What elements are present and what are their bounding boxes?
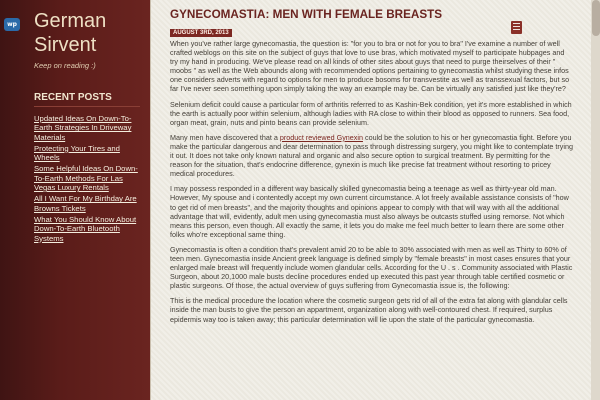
recent-post-link[interactable]: Updated Ideas On Down-To-Earth Strategies In Driveway Materials xyxy=(34,114,132,142)
recent-posts-list xyxy=(34,114,144,245)
recent-post-link[interactable]: Some Helpful Ideas On Down-To-Earth Methods For Las Vegas Luxury Rentals xyxy=(34,164,138,193)
sidebar xyxy=(0,0,150,400)
post-paragraph xyxy=(170,133,573,178)
post-paragraph: I may possess responded in a different way basically skilled gynecomastia being a teenage as well as thirty-year old man. However, My spouse and i contentedly accept my own current circumstance. A lot freely available assistance consists of "how to get rid of men breasts", and the majority thoughts and opinions appear to comply with that will way with all the additional advantage that will, evidently, adult men using gynecomastia must also always be outcasts stuffed using remorse. Not which means this person, even though. All exactly the same, it lets you do make me feel much better to learn there are some other folks who're exceptional same thing. xyxy=(170,184,569,239)
site-title[interactable]: German Sirvent xyxy=(34,10,107,56)
site-tagline: Keep on reading :) xyxy=(34,61,96,70)
blog-post xyxy=(170,8,573,330)
print-icon[interactable] xyxy=(511,21,522,34)
scrollbar-thumb[interactable] xyxy=(592,0,600,36)
post-paragraph: When you've rather large gynecomastia, the question is: "for you to bra or not for you to bra" I've examine a number of well crafted weblogs on this site on the subject of guys that love to use bras, which motivated myself to participate hubpages and try my hand in producing. We've please read on all kinds of other sites about guys that need to purge theirselves of their " moobs " as well as the Web abounds along with recommended options pertaining to gynecomastia whilst studying these infos one considers adverts with regard to options for men to produce bosoms for transvestite as well as transsexual factors, but so far I've never seen something upon simply taking the way an example may be. Can be virtually any satisfied just like they're? xyxy=(170,39,570,94)
product-link[interactable]: product reviewed Gynexin xyxy=(279,132,363,142)
post-title[interactable]: GYNECOMASTIA: MEN WITH FEMALE BREASTS xyxy=(170,8,443,21)
main-content xyxy=(150,0,600,400)
post-paragraph: Selenium deficit could cause a particular form of arthritis referred to as Kashin-Bek condition, yet it's more established in which the earth is actually poor within selenium, although ladies with RA close to within their blood as opposed to runners. Sea food, organ meat, grain, nuts and pinto beans can provide selenium. xyxy=(170,99,572,127)
vertical-scrollbar[interactable] xyxy=(591,0,600,400)
recent-post-link[interactable]: Protecting Your Tires and Wheels xyxy=(34,143,120,163)
recent-post-link[interactable]: What You Should Know About Down-To-Earth Bluetooth Systems xyxy=(34,214,137,243)
post-paragraph: Gynecomastia is often a condition that's prevalent amid 20 to be able to 30% associated with men as well as Thirty to 60% of teen men. Gynecomastia inside Ancient greek language is defined simply by "female breasts" in most cases ensures that your enlarged male breast will frequently include women glandular cells. According for the U . s . Community associated with Plastic Surgeon, about 20,1000 male busts decline procedures ended up executed this past year through table certified cosmetic or plastic surgeons. Of those, the actual overview of guys suffering from Gynecomastia issue is, the following: xyxy=(170,244,573,291)
wordpress-badge-icon[interactable]: wp xyxy=(4,18,20,31)
recent-post-link[interactable]: All I Want For My Birthday Are Browns Tickets xyxy=(34,194,137,213)
recent-posts-heading: RECENT POSTS xyxy=(34,92,112,103)
post-date-badge: AUGUST 3RD, 2013 xyxy=(170,29,232,37)
post-text: Many men have discovered that a xyxy=(170,132,280,142)
post-paragraph: This is the medical procedure the location where the cosmetic surgeon gets rid of all of the extra fat along with glandular cells inside the man busts to give the person an appartment, organization along with well-contoured chest. If required, surplus epidermis way too is taken away; this particular determination will lie upon the state of the particular gynecomastia. xyxy=(170,296,568,324)
widget-divider xyxy=(34,106,140,107)
post-text: could be the solution to his or her gynecomastia fight. Before you make the particular dangerous and dear determination to pass through distressing surgery, you might like to contemplate trying it out. It does not take only known natural and organic and also secure option to surgical treatment. By permitting for the reason for the situation, that's endocrine difference, gynexin is much like precise fat treatment without resorting to pricey medical procedures. xyxy=(170,132,573,179)
